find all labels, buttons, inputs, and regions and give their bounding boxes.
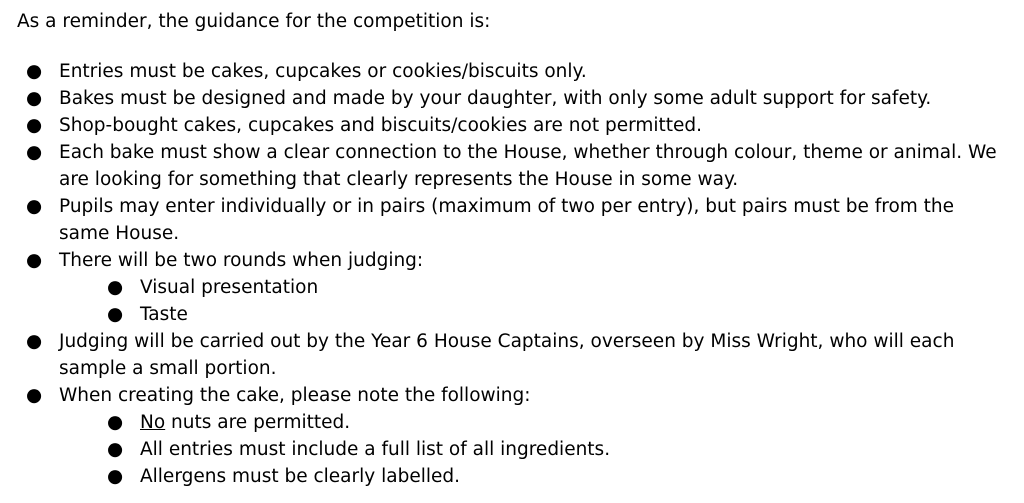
bullet-icon: ● <box>26 385 43 406</box>
sub-item-ingredients <box>0 436 1024 463</box>
bullet-icon: ● <box>107 412 124 433</box>
list-item-shop-bought <box>0 112 1024 139</box>
list-item-text: Pupils may enter individually or in pairs (maximum of two per entry), but pairs must be from the same House. <box>59 196 955 244</box>
bullet-icon: ● <box>26 115 43 136</box>
bullet-icon: ● <box>26 142 43 163</box>
bullet-icon: ● <box>107 439 124 460</box>
intro-text: As a reminder, the guidance for the competition is: <box>17 11 491 32</box>
bullet-icon: ● <box>26 196 43 217</box>
sub-item-text: Visual presentation <box>140 277 319 298</box>
list-item-rounds <box>0 247 1024 274</box>
guidance-list <box>0 58 1024 490</box>
sub-item-text: Allergens must be clearly labelled. <box>140 466 460 487</box>
bullet-icon: ● <box>107 304 124 325</box>
list-item-text: Shop-bought cakes, cupcakes and biscuits/cookies are not permitted. <box>59 115 703 136</box>
list-item-text: Judging will be carried out by the Year 6 House Captains, overseen by Miss Wright, who will each sample a small portion. <box>59 331 955 379</box>
list-item-text: There will be two rounds when judging: <box>59 250 424 271</box>
list-item-creating <box>0 382 1024 409</box>
list-item-text: When creating the cake, please note the following: <box>59 385 531 406</box>
bullet-icon: ● <box>26 250 43 271</box>
list-item-text: Bakes must be designed and made by your daughter, with only some adult support for safety. <box>59 88 932 109</box>
bullet-icon: ● <box>26 331 43 352</box>
sub-item-rest: nuts are permitted. <box>165 412 351 433</box>
sub-item-taste <box>0 301 1024 328</box>
list-item-judging <box>0 328 1024 382</box>
emphasis-no: No <box>140 412 166 433</box>
list-item-text: Each bake must show a clear connection to the House, whether through colour, theme or animal. We are looking for something that clearly represents the House in some way. <box>59 142 997 190</box>
sub-item-no-nuts <box>0 409 1024 436</box>
bullet-icon: ● <box>107 277 124 298</box>
sub-item-allergens <box>0 463 1024 490</box>
list-item-text: Entries must be cakes, cupcakes or cookies/biscuits only. <box>59 61 587 82</box>
bullet-icon: ● <box>107 466 124 487</box>
list-item-pupils <box>0 193 1024 247</box>
sub-item-text: All entries must include a full list of all ingredients. <box>140 439 611 460</box>
sub-item-text <box>140 409 1000 436</box>
bullet-icon: ● <box>26 88 43 109</box>
sub-item-visual-presentation <box>0 274 1024 301</box>
list-item-house-connection <box>0 139 1024 193</box>
list-item-entries <box>0 58 1024 85</box>
sub-item-text: Taste <box>140 304 188 325</box>
bullet-icon: ● <box>26 61 43 82</box>
list-item-bakes <box>0 85 1024 112</box>
